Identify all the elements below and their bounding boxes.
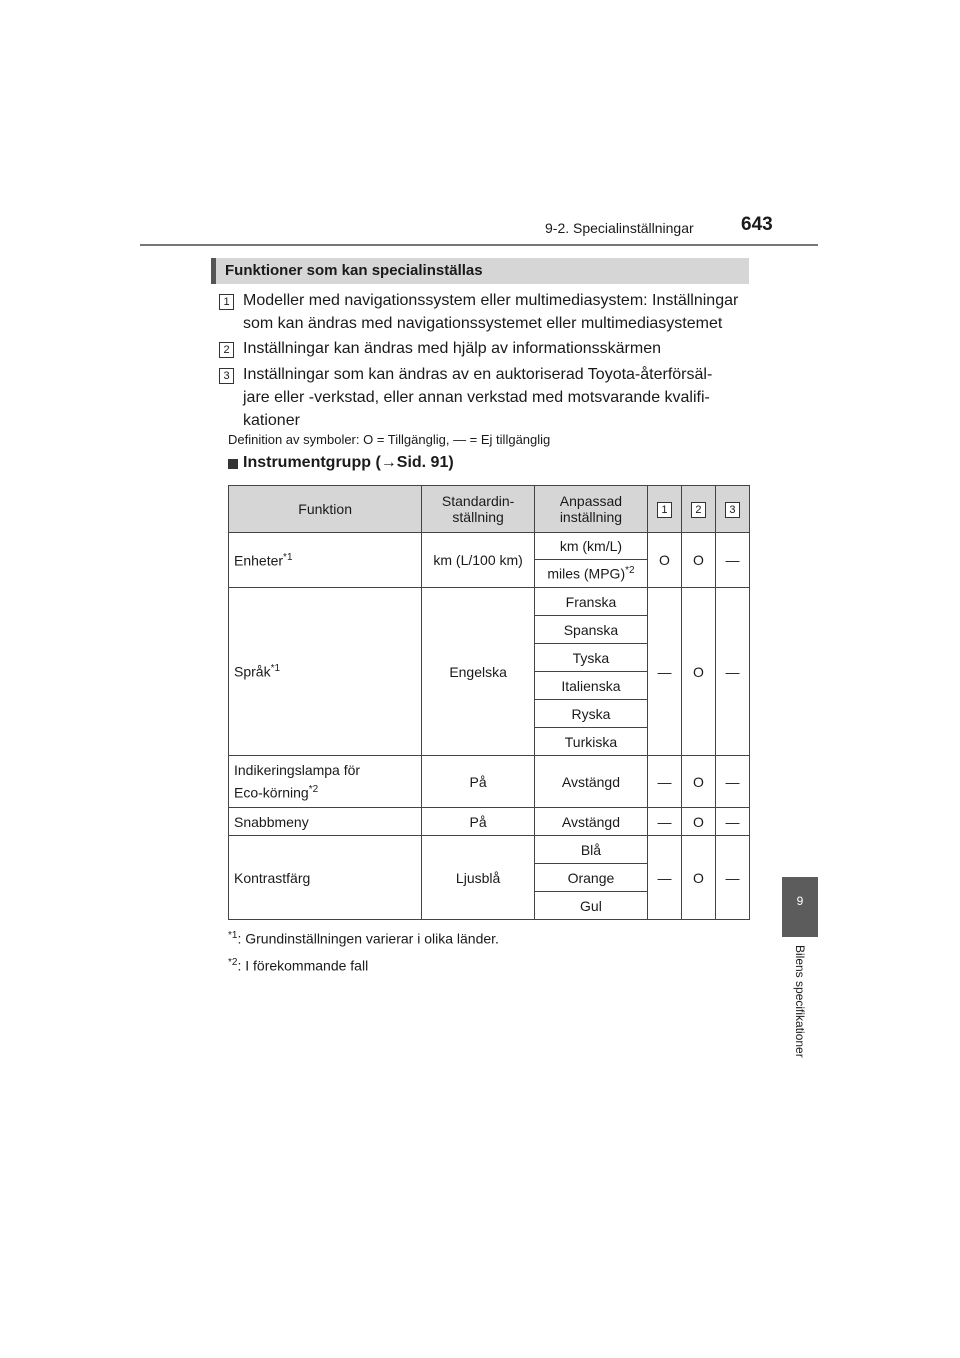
cell-enheter-c2: O <box>681 533 715 588</box>
item-1-line-1: Modeller med navigationssystem eller multimediasystem: Inställningar <box>243 292 739 309</box>
item-number-2: 2 <box>219 342 234 358</box>
header-col-1 <box>647 486 681 533</box>
cell-sprak-name <box>229 588 422 756</box>
cell-sprak-opt-4: Italienska <box>534 672 647 700</box>
item-text-2 <box>243 337 661 360</box>
header-section-title: 9-2. Specialinställningar <box>545 220 694 236</box>
eco-sup: *2 <box>308 784 319 796</box>
cell-sprak-opt-2: Spanska <box>534 616 647 644</box>
cell-sprak-opt-1: Franska <box>534 588 647 616</box>
page-number: 643 <box>741 214 773 235</box>
header-col-2 <box>681 486 715 533</box>
footnote-1-mark: *1 <box>228 930 238 941</box>
enheter-sup: *1 <box>283 551 293 563</box>
cell-sprak-opt-5: Ryska <box>534 700 647 728</box>
enheter-opt-2-sup: *2 <box>625 565 635 577</box>
footnote-1 <box>228 930 499 947</box>
footnote-2 <box>228 957 368 974</box>
eco-label-line-1: Indikeringslampa för <box>234 762 361 779</box>
table-row <box>229 836 750 864</box>
cell-eco-c2: O <box>681 756 715 808</box>
cell-enheter-c3: — <box>715 533 749 588</box>
cell-sprak-c2: O <box>681 588 715 756</box>
cell-sprak-c1: — <box>647 588 681 756</box>
header-anpassad <box>534 486 647 533</box>
footnote-2-text: : I förekommande fall <box>237 957 369 974</box>
header-col-3 <box>715 486 749 533</box>
cell-eco-option: Avstängd <box>534 756 647 808</box>
cell-enheter-standard: km (L/100 km) <box>422 533 535 588</box>
header-num-2: 2 <box>691 502 706 518</box>
item-1-line-2: som kan ändras med navigationssystemet eller multimediasystemet <box>243 315 723 332</box>
cell-snabb-c1: — <box>647 808 681 836</box>
header-anpassad-text: Anpassad inställning <box>559 493 623 525</box>
cell-eco-standard: På <box>422 756 535 808</box>
section-heading-bar <box>211 258 749 284</box>
table-header-row <box>229 486 750 533</box>
cell-kontrast-opt-2: Orange <box>534 864 647 892</box>
symbol-definition: Definition av symboler: O = Tillgänglig, — = Ej tillgänglig <box>228 432 551 447</box>
eco-label-line-2 <box>234 780 416 803</box>
enheter-label: Enheter <box>234 552 284 569</box>
cell-enheter-opt-1: km (km/L) <box>534 533 647 560</box>
item-number-3: 3 <box>219 368 234 384</box>
cell-kontrast-opt-3: Gul <box>534 892 647 920</box>
item-number-1: 1 <box>219 294 234 310</box>
item-text-3 <box>243 363 745 432</box>
cell-snabb-c3: — <box>715 808 749 836</box>
cell-snabb-standard: På <box>422 808 535 836</box>
header-num-1: 1 <box>657 502 672 518</box>
cell-sprak-c3: — <box>715 588 749 756</box>
sprak-sup: *1 <box>270 663 281 675</box>
chapter-label-container <box>776 945 824 1085</box>
cell-snabb-name: Snabbmeny <box>229 808 422 836</box>
header-num-3: 3 <box>725 502 740 518</box>
table-row <box>229 756 750 808</box>
table-row <box>229 808 750 836</box>
cell-kontrast-c2: O <box>681 836 715 920</box>
footnote-2-mark: *2 <box>228 957 238 968</box>
enheter-opt-2-text: miles (MPG) <box>547 565 626 582</box>
cell-sprak-opt-6: Turkiska <box>534 728 647 756</box>
cell-snabb-option: Avstängd <box>534 808 647 836</box>
cell-kontrast-c3: — <box>715 836 749 920</box>
cell-kontrast-standard: Ljusblå <box>422 836 535 920</box>
cell-enheter-opt-2 <box>534 560 647 588</box>
footnote-1-text: : Grundinställningen varierar i olika länder. <box>237 930 499 947</box>
chapter-tab <box>782 877 818 937</box>
header-standard <box>422 486 535 533</box>
header-divider <box>140 244 818 246</box>
cell-eco-c1: — <box>647 756 681 808</box>
eco-label-text: Eco-körning <box>234 784 309 801</box>
square-bullet-icon <box>228 459 238 469</box>
chapter-number: 9 <box>796 894 804 908</box>
item-2-line-1: Inställningar kan ändras med hjälp av informationsskärmen <box>243 340 661 357</box>
cell-kontrast-c1: — <box>647 836 681 920</box>
cell-snabb-c2: O <box>681 808 715 836</box>
cell-kontrast-name: Kontrastfärg <box>229 836 422 920</box>
cell-enheter-c1: O <box>647 533 681 588</box>
table-row <box>229 588 750 616</box>
sprak-label: Språk <box>234 663 271 680</box>
item-3-line-1: Inställningar som kan ändras av en auktoriserad Toyota-återförsäl- <box>243 366 713 383</box>
table-row <box>229 533 750 560</box>
cell-kontrast-opt-1: Blå <box>534 836 647 864</box>
header-standard-text: Standardin- ställning <box>441 493 515 525</box>
item-3-line-2: jare eller -verkstad, eller annan verkstad med motsvarande kvalifi- <box>243 389 710 406</box>
header-funktion: Funktion <box>229 486 422 533</box>
chapter-label: Bilens specifikationer <box>793 945 807 1058</box>
cell-eco-name <box>229 756 422 808</box>
cell-sprak-standard: Engelska <box>422 588 535 756</box>
cell-eco-c3: — <box>715 756 749 808</box>
cell-enheter-name <box>229 533 422 588</box>
item-3-line-3: kationer <box>243 412 300 429</box>
section-title: Funktioner som kan specialinställas <box>225 262 483 279</box>
cell-sprak-opt-3: Tyska <box>534 644 647 672</box>
subheading-link[interactable]: Instrumentgrupp (→Sid. 91) <box>243 454 454 471</box>
settings-table <box>228 485 750 920</box>
item-text-1 <box>243 289 738 335</box>
